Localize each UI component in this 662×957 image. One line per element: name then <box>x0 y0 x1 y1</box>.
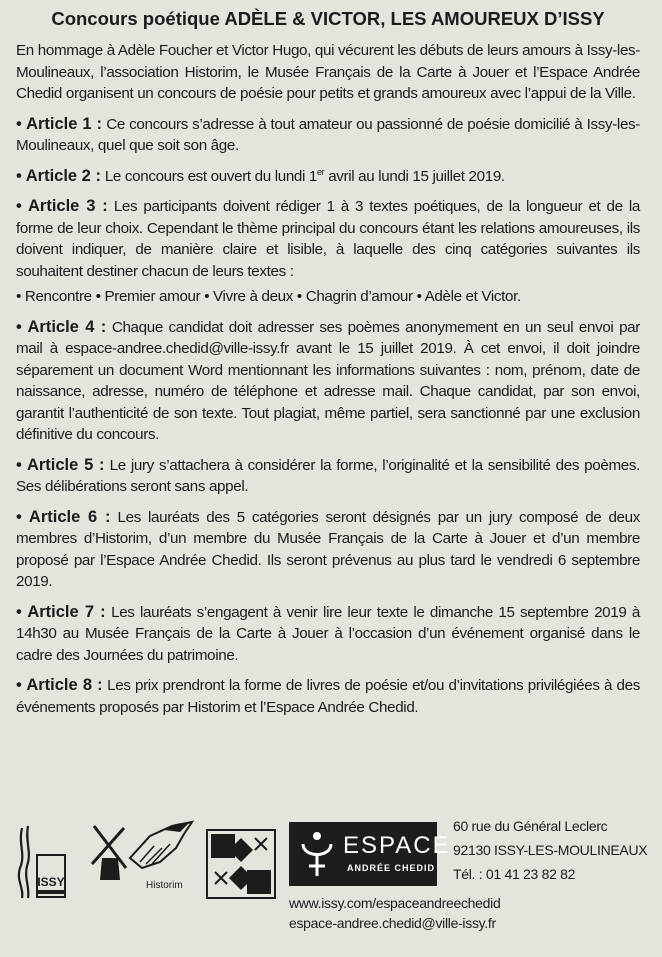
article-label: • Article 3 : <box>16 197 108 215</box>
article-label: • Article 6 : <box>16 507 111 526</box>
contact-links <box>289 893 500 933</box>
address-street: 60 rue du Général Leclerc <box>453 818 608 834</box>
article-6 <box>16 507 640 593</box>
categories-list: • Rencontre • Premier amour • Vivre à deux • Chagrin d’amour • Adèle et Victor. <box>16 288 521 305</box>
article-label: • Article 2 : <box>16 166 101 185</box>
article-4 <box>16 317 640 446</box>
article-text: Les lauréats des 5 catégories seront désignés par un jury composé de deux membres d’Historim, d’un membre du Musée Français de la Carte à Jouer et d’un membre proposé par l’Espace Andrée Chedid. Ils seront prévenus au plus tard le vendredi 6 septembre 2019. <box>16 508 640 590</box>
article-text: Les lauréats s’engagent à venir lire leur texte le dimanche 15 septembre 2019 à 14h30 au Musée Français de la Carte à Jouer à l’occasion d’un événement organisé dans le cadre des Journées du patrimoine. <box>16 603 640 664</box>
article-label: • Article 5 : <box>16 455 105 474</box>
phone-number: Tél. : 01 41 23 82 82 <box>453 866 576 882</box>
article-text: Les prix prendront la forme de livres de poésie et/ou d’invitations privilégiées à des événements proposés par Historim et l’Espace Andrée Chedid. <box>16 677 640 716</box>
historim-caption: Historim <box>146 880 183 891</box>
espace-symbol-icon <box>297 828 337 880</box>
espace-word: ESPACE <box>343 832 451 859</box>
article-label: • Article 4 : <box>16 317 107 336</box>
article-text: Chaque candidat doit adresser ses poèmes anonymement en un seul envoi par mail à espace-andree.chedid@ville-issy.fr avant le 15 juillet 2019. À cet envoi, il doit joindre séparement un document Word mentionnant les informations suivantes : nom, prénom, date de naissance, adresse, numéro de téléphone et adresse mail. Chaque candidat, par son envoi, garantit l’authenticité de son texte. Tout plagiat, même partiel, sera sanctionné par une exclusion définitive du concours. <box>16 318 640 443</box>
ordinal-suffix: er <box>317 166 325 177</box>
footer <box>0 812 662 957</box>
article-3 <box>16 196 640 282</box>
issy-logo <box>16 824 70 900</box>
playing-card-icon <box>205 828 277 900</box>
email-link[interactable]: espace-andree.chedid@ville-issy.fr <box>289 915 496 931</box>
article-text-cont: avril au lundi 15 juillet 2019. <box>324 167 505 185</box>
article-label: • Article 7 : <box>16 602 106 621</box>
historim-logo <box>80 818 200 898</box>
article-1 <box>16 114 640 157</box>
address-city: 92130 ISSY-LES-MOULINEAUX <box>453 842 648 858</box>
article-8 <box>16 675 640 718</box>
espace-subtitle: ANDRÉE CHEDID <box>347 863 436 873</box>
page-title: Concours poétique ADÈLE & VICTOR, LES AMOUREUX D’ISSY <box>51 8 605 29</box>
article-label: • Article 8 : <box>16 676 103 694</box>
article-2 <box>16 166 640 188</box>
article-text: Ce concours s’adresse à tout amateur ou passionné de poésie domicilié à Issy-les-Moulineaux, quel que soit son âge. <box>16 115 640 154</box>
article-label: • Article 1 : <box>16 114 102 133</box>
website-link[interactable]: www.issy.com/espaceandreechedid <box>289 895 501 911</box>
article-text: Le jury s’attachera à considérer la forme, l’originalité et la sensibilité des poèmes. Ses délibérations seront sans appel. <box>16 456 640 495</box>
article-text: Le concours est ouvert du lundi 1 <box>104 167 318 185</box>
address-block <box>453 814 647 886</box>
intro-paragraph: En hommage à Adèle Foucher et Victor Hugo, qui vécurent les débuts de leurs amours à Issy-les-Moulineaux, l’association Historim, le Musée Français de la Carte à Jouer et l’Espace Andrée Chedid organisent un concours de poésie pour petits et grands amoureux avec l’appui de la Ville. <box>16 42 640 102</box>
article-5 <box>16 455 640 498</box>
windmill-icon <box>80 818 200 882</box>
espace-andree-chedid-logo <box>289 822 451 886</box>
article-text: Les participants doivent rédiger 1 à 3 textes poétiques, de la longueur et de la forme de leur choix. Cependant le thème principal du concours étant les relations amoureuses, ils doivent indiquer, de manière claire et lisible, à laquelle des cinq catégories suivantes ils souhaitent destiner chacun de leurs textes : <box>16 198 640 280</box>
issy-logo-text: ISSY <box>37 875 65 889</box>
article-7 <box>16 602 640 667</box>
